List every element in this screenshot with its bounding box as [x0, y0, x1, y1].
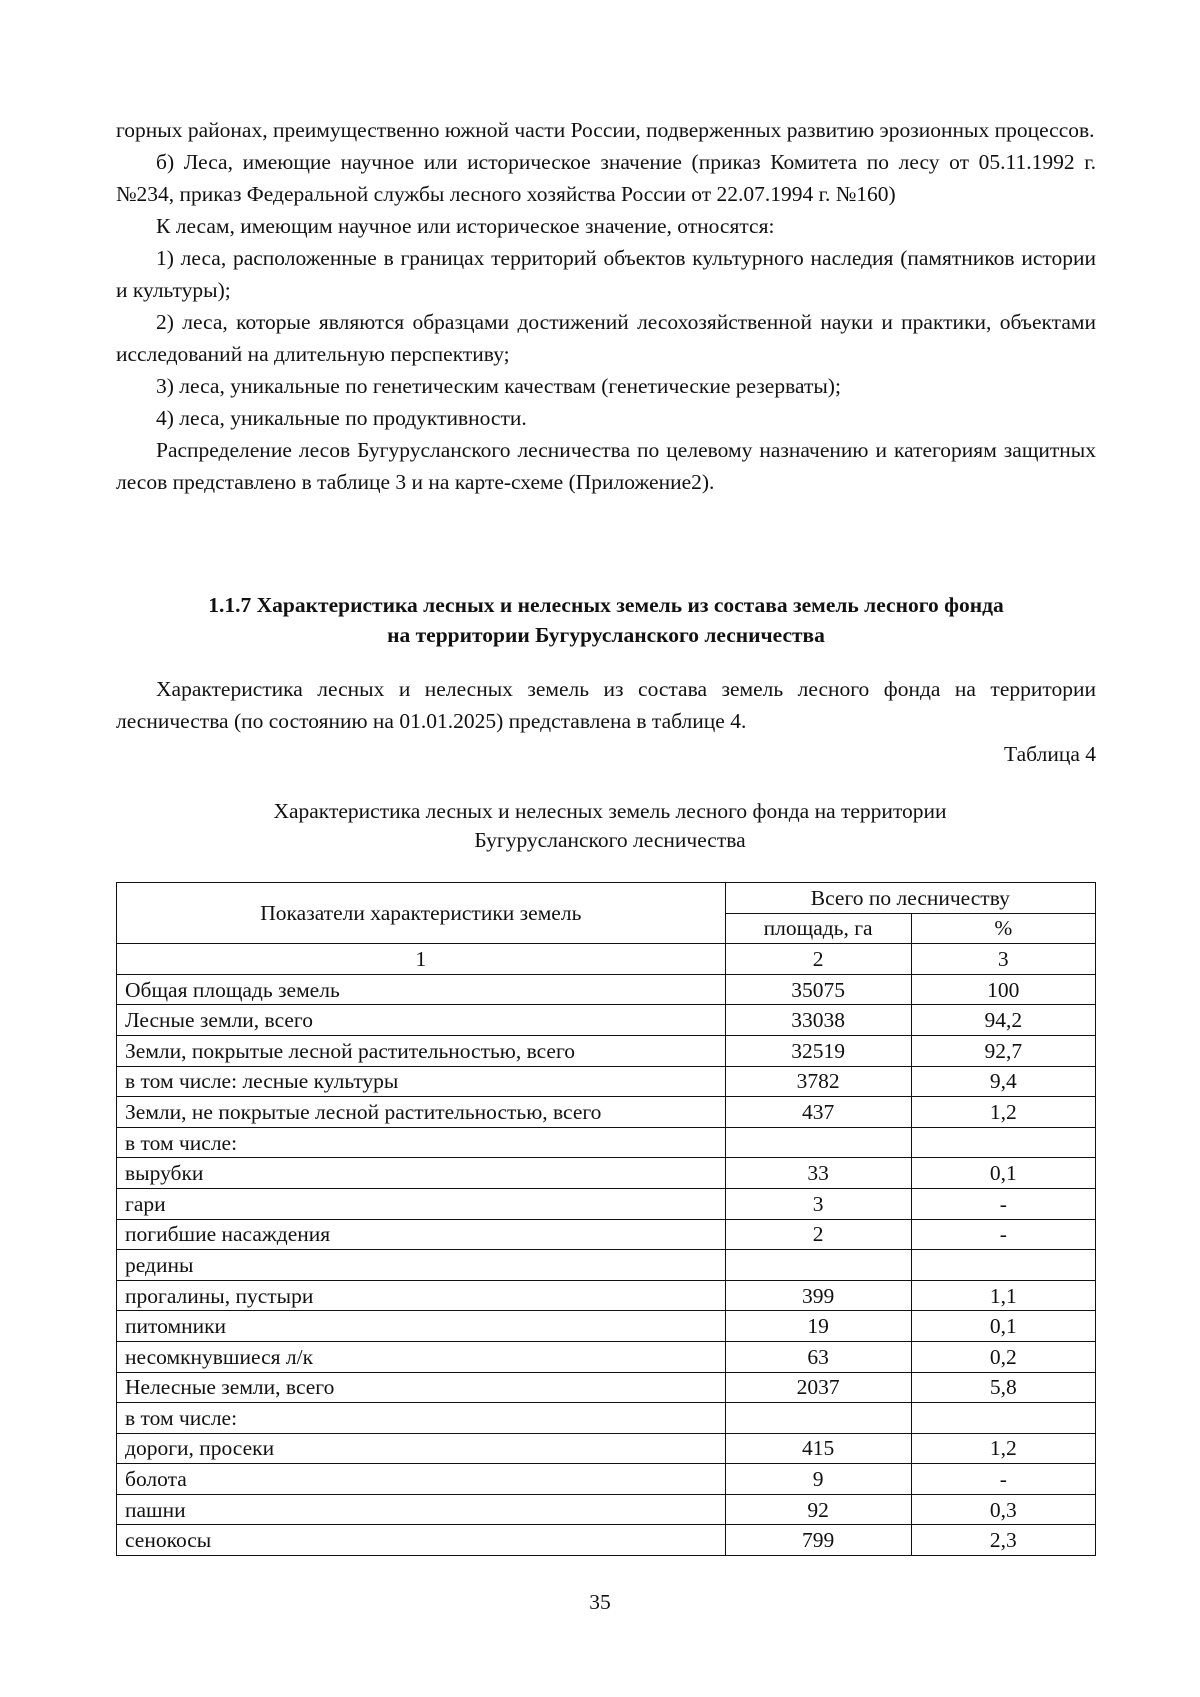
row-percent: 0,1	[911, 1311, 1095, 1342]
page-number: 35	[589, 1590, 611, 1614]
row-percent: 9,4	[911, 1066, 1095, 1097]
table-caption	[230, 797, 990, 855]
row-percent: -	[911, 1219, 1095, 1250]
row-label: пашни	[117, 1494, 726, 1525]
row-label: Нелесные земли, всего	[117, 1372, 726, 1403]
table-caption-line: Бугурусланского лесничества	[474, 828, 746, 852]
row-percent: 94,2	[911, 1005, 1095, 1036]
row-area: 92	[725, 1494, 911, 1525]
table-column-number-row	[117, 944, 1096, 975]
section-heading-line: 1.1.7 Характеристика лесных и нелесных земель из состава земель лесного фонда	[208, 593, 1004, 617]
section-heading	[116, 590, 1096, 650]
row-label: несомкнувшиеся л/к	[117, 1341, 726, 1372]
row-percent: 0,3	[911, 1494, 1095, 1525]
row-label: вырубки	[117, 1158, 726, 1189]
row-percent: 1,2	[911, 1097, 1095, 1128]
table-row	[117, 1066, 1096, 1097]
header-percent: %	[911, 913, 1095, 944]
section-heading-line: на территории Бугурусланского лесничества	[387, 623, 825, 647]
paragraph: К лесам, имеющим научное или историческое значение, относятся:	[156, 214, 775, 238]
table-row	[117, 1097, 1096, 1128]
row-percent	[911, 1250, 1095, 1281]
row-percent: 92,7	[911, 1035, 1095, 1066]
paragraph: Распределение лесов Бугурусланского лесничества по целевому назначению и категориям защитных лесов представлено в таблице 3 и на карте-схеме (Приложение2).	[116, 438, 1096, 494]
row-label: гари	[117, 1188, 726, 1219]
table-row	[117, 1341, 1096, 1372]
paragraph: горных районах, преимущественно южной части России, подверженных развитию эрозионных процессов.	[116, 118, 1095, 142]
table-row	[117, 1433, 1096, 1464]
table-row	[117, 1005, 1096, 1036]
header-total-group: Всего по лесничеству	[725, 883, 1095, 914]
row-area: 19	[725, 1311, 911, 1342]
row-percent: -	[911, 1188, 1095, 1219]
row-area: 3782	[725, 1066, 911, 1097]
table-row	[117, 1403, 1096, 1434]
row-percent: 0,1	[911, 1158, 1095, 1189]
row-area	[725, 1403, 911, 1434]
table-intro	[116, 673, 1096, 737]
row-label: погибшие насаждения	[117, 1219, 726, 1250]
paragraph: Характеристика лесных и нелесных земель из состава земель лесного фонда на территории лесничества (по состоянию на 01.01.2025) представлена в таблице 4.	[116, 677, 1096, 733]
row-percent: 100	[911, 974, 1095, 1005]
paragraph: 3) леса, уникальные по генетическим качествам (генетические резерваты);	[156, 374, 841, 398]
column-number: 1	[117, 944, 726, 975]
table-row	[117, 1219, 1096, 1250]
row-label: сенокосы	[117, 1525, 726, 1556]
table-row	[117, 1311, 1096, 1342]
row-label: Земли, не покрытые лесной растительностью, всего	[117, 1097, 726, 1128]
row-label: в том числе:	[117, 1403, 726, 1434]
table-row	[117, 1464, 1096, 1495]
row-label: питомники	[117, 1311, 726, 1342]
row-percent: -	[911, 1464, 1095, 1495]
table-row	[117, 1250, 1096, 1281]
row-area	[725, 1127, 911, 1158]
row-label: Земли, покрытые лесной растительностью, всего	[117, 1035, 726, 1066]
table-row	[117, 1372, 1096, 1403]
paragraph: б) Леса, имеющие научное или историческое значение (приказ Комитета по лесу от 05.11.1992 г. №234, приказ Федеральной службы лесного хозяйства России от 22.07.1994 г. №160)	[116, 150, 1096, 206]
column-number: 2	[725, 944, 911, 975]
table-row	[117, 974, 1096, 1005]
row-label: болота	[117, 1464, 726, 1495]
column-number: 3	[911, 944, 1095, 975]
row-area: 32519	[725, 1035, 911, 1066]
row-area: 437	[725, 1097, 911, 1128]
row-percent: 1,2	[911, 1433, 1095, 1464]
row-area: 63	[725, 1341, 911, 1372]
table-number-label: Таблица 4	[1004, 742, 1096, 766]
row-area: 399	[725, 1280, 911, 1311]
row-percent: 1,1	[911, 1280, 1095, 1311]
table-row	[117, 1127, 1096, 1158]
row-percent: 5,8	[911, 1372, 1095, 1403]
row-area: 35075	[725, 974, 911, 1005]
header-area: площадь, га	[725, 913, 911, 944]
table-caption-line: Характеристика лесных и нелесных земель лесного фонда на территории	[273, 799, 947, 823]
row-label: Общая площадь земель	[117, 974, 726, 1005]
table-row	[117, 1525, 1096, 1556]
paragraph: 4) леса, уникальные по продуктивности.	[156, 406, 527, 430]
row-area: 2037	[725, 1372, 911, 1403]
body-text	[116, 114, 1096, 498]
table-header-row	[117, 883, 1096, 914]
row-label: в том числе: лесные культуры	[117, 1066, 726, 1097]
row-label: в том числе:	[117, 1127, 726, 1158]
table-row	[117, 1158, 1096, 1189]
row-area: 33	[725, 1158, 911, 1189]
land-characteristics-table	[116, 882, 1096, 1556]
row-percent: 2,3	[911, 1525, 1095, 1556]
row-area: 9	[725, 1464, 911, 1495]
row-label: Лесные земли, всего	[117, 1005, 726, 1036]
table-row	[117, 1188, 1096, 1219]
paragraph: 1) леса, расположенные в границах территорий объектов культурного наследия (памятников истории и культуры);	[116, 246, 1096, 302]
table-row	[117, 1494, 1096, 1525]
row-area: 799	[725, 1525, 911, 1556]
row-percent: 0,2	[911, 1341, 1095, 1372]
row-label: прогалины, пустыри	[117, 1280, 726, 1311]
row-label: редины	[117, 1250, 726, 1281]
row-label: дороги, просеки	[117, 1433, 726, 1464]
row-percent	[911, 1403, 1095, 1434]
row-area: 415	[725, 1433, 911, 1464]
row-area: 3	[725, 1188, 911, 1219]
table-row	[117, 1280, 1096, 1311]
row-area	[725, 1250, 911, 1281]
row-area: 2	[725, 1219, 911, 1250]
header-indicators: Показатели характеристики земель	[117, 883, 726, 944]
row-percent	[911, 1127, 1095, 1158]
row-area: 33038	[725, 1005, 911, 1036]
table-row	[117, 1035, 1096, 1066]
paragraph: 2) леса, которые являются образцами достижений лесохозяйственной науки и практики, объектами исследований на длительную перспективу;	[116, 310, 1096, 366]
